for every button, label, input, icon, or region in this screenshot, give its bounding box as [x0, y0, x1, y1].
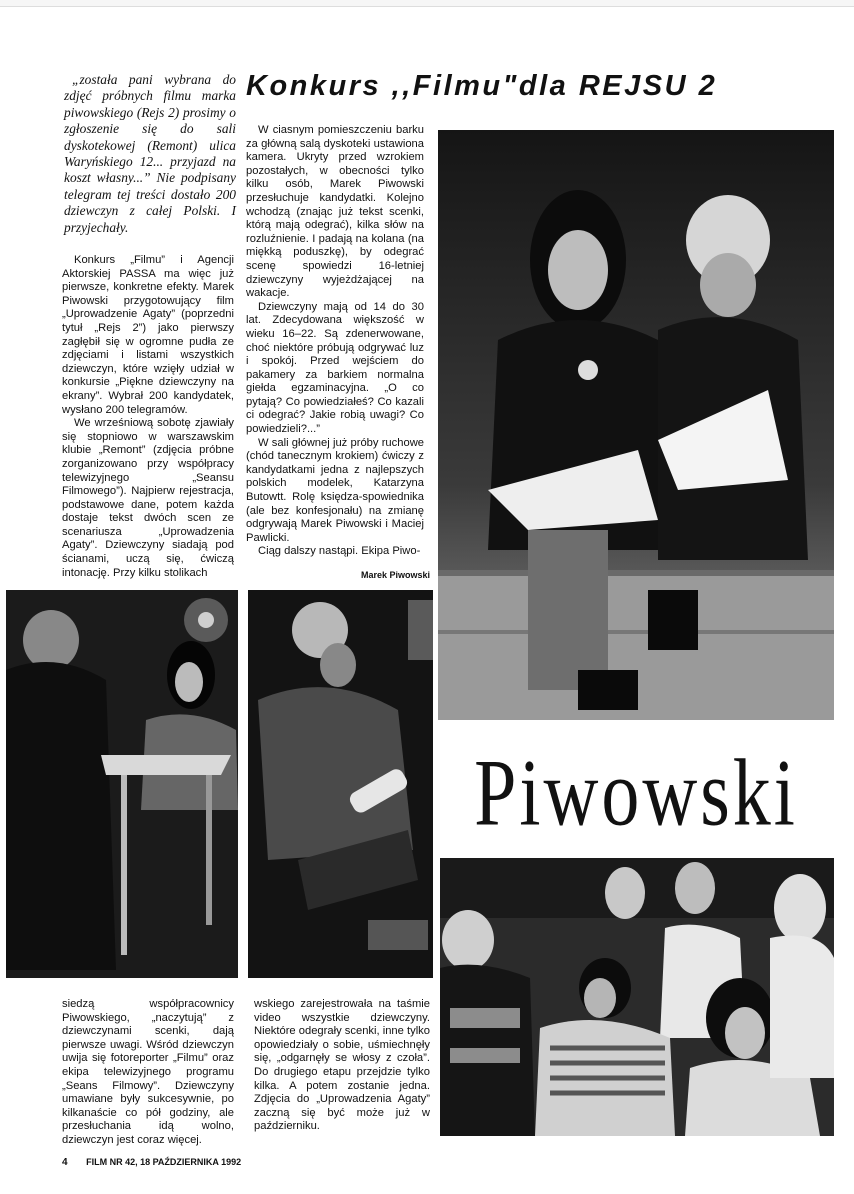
page-footer — [62, 1157, 241, 1168]
paragraph: Dziewczyny mają od 14 do 30 lat. Zdecydowana większość w wieku 16–22. Są zdenerwowane, choć niektóre próbują odgrywać luz i spokój. Przed wejściem do pakamery za barkiem normalna giełda egzaminacyjna. „O co pytają? Co powiedziałeś? Co kazali ci odegrać? Jakie robią uwagi? Co powiedzieli?...” — [246, 300, 424, 436]
paragraph: siedzą współpracownicy Piwowskiego, „naczytują” z dziewczynami scenki, dają pierwsze uwagi. Wśród dziewczyn uwija się fotoreporter „Filmu” oraz ekipa telewizyjnego programu „Seans Filmowy”. Dziewczyny umawiane były sukcesywnie, po kilkanaście co pół godziny, ale przesłuchania idą wolno, dziewczyn jest coraz więcej. — [62, 998, 234, 1146]
paragraph: Konkurs „Filmu” i Agencji Aktorskiej PASSA ma więc już pierwsze, konkretne efekty. Marek Piwowski przygotowujący film „Uprowadzenie Agaty” (poprzedni tytuł „Rejs 2”) jako pierwszy zagłębił się w ogromne pudła ze zdjęciami i listami wszystkich dziewczyn, które wzięły udział w konkursie „Piękne dziewczyny na ekrany”. Wybrał 200 kandydatek, wysłano 200 telegramów. — [62, 254, 234, 416]
byline: Marek Piwowski — [360, 570, 430, 580]
page-number: 4 — [62, 1157, 68, 1168]
headline: Konkurs ,,Filmu"dla REJSU 2 — [246, 70, 718, 102]
article-column-2 — [246, 124, 424, 559]
photo-candidates-group — [440, 858, 834, 1136]
feature-title: Piwowski — [474, 740, 798, 846]
paragraph: Ciąg dalszy nastąpi. Ekipa Piwo- — [258, 545, 421, 558]
paragraph: We wrześniową sobotę zjawiały się stopniowo w warszawskim klubie „Remont” (zdjęcia próbne zorganizowano przy współpracy telewizyjnego „Seansu Filmowego”). Najpierw rejestracja, podstawowe dane, potem każda dostaje tekst dwóch scen ze scenariusza „Uprowadzenia Agaty”. Dziewczyny siadają pod ścianami, uczą się, ćwiczą intonację. Przy kilku stolikach — [62, 417, 234, 579]
lead-paragraph: „została pani wybrana do zdjęć próbnych filmu marka piwowskiego (Rejs 2) prosimy o zgłoszenie się do sali dyskotekowej (Remont) ulica Waryńskiego 12... przyjazd na koszt własny...” Nie podpisany telegram tej treści dostało 200 dziewczyn z całej Polski. I przyjechały. — [64, 72, 236, 235]
paragraph: W ciasnym pomieszczeniu barku za główną salą dyskoteki ustawiona kamera. Ukryty przed wzrokiem pozostałych, w obecności tylko kilku osób, Marek Piwowski przesłuchuje kandydatki. Kolejno wchodzą (znając już tekst scenki, którą mają odegrać), kilka słów na rozluźnienie. I padają na kolana (na miękką poduszkę), by odegrać scenę spowiedzi 16-letniej dziewczyny wyjeżdżającej na wakacje. — [246, 124, 424, 300]
issue-info: FILM NR 42, 18 PAŹDZIERNIKA 1992 — [86, 1157, 242, 1167]
article-column-1 — [62, 254, 234, 580]
photo-director-with-script — [248, 590, 433, 978]
article-column-3 — [62, 998, 234, 1148]
scan-edge — [0, 0, 854, 7]
photo-audition-table — [6, 590, 238, 978]
photo-girls-reading-script — [438, 130, 834, 720]
article-column-4 — [254, 998, 430, 1134]
paragraph: W sali głównej już próby ruchowe (chód tanecznym krokiem) ćwiczy z kandydatkami jedna z najlepszych polskich modelek, Katarzyna Butowtt. Rolę księdza-spowiednika (ale bez konfesjonału) na zmianę odgrywają Marek Piwowski i Maciej Pawlicki. — [246, 436, 424, 544]
paragraph: wskiego zarejestrowała na taśmie video wszystkie dziewczyny. Niektóre odegrały scenki, inne tylko opowiedziały o sobie, uśmiechnęły się, „odgarnęły se włosy z czoła”. Do drugiego etapu przejdzie tylko kilka. A potem zostanie jedna. Zdjęcia do „Uprowadzenia Agaty” zaczną się być może już w październiku. — [254, 998, 430, 1133]
